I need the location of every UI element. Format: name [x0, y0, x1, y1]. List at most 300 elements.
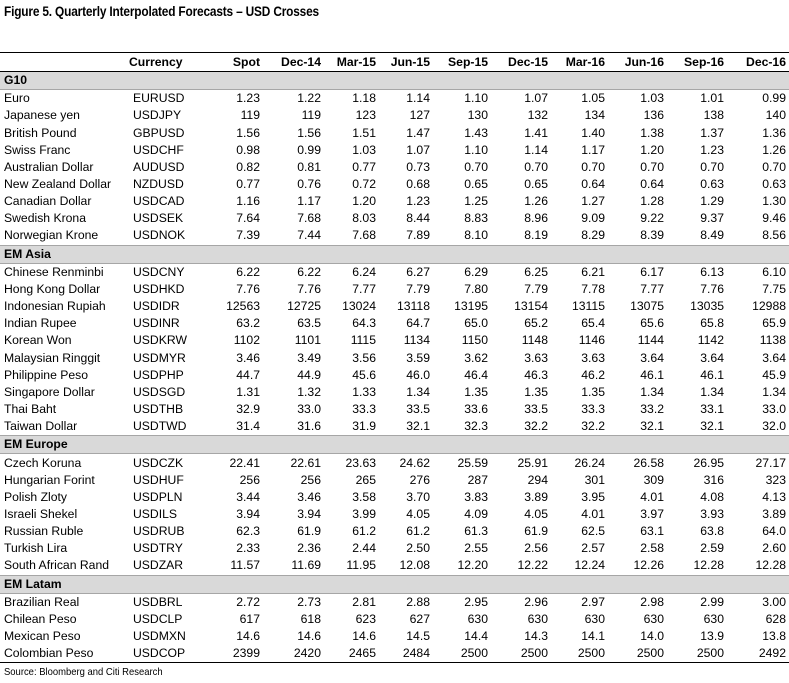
forecast-value: 0.65 — [524, 177, 548, 192]
currency-name: Japanese yen — [4, 108, 80, 123]
forecast-value: 63.1 — [640, 524, 664, 539]
header-period: Mar-15 — [324, 53, 379, 72]
forecast-value: 11.95 — [346, 558, 376, 573]
forecast-value: 33.5 — [524, 402, 548, 417]
table-row — [0, 281, 789, 298]
forecast-value: 119 — [240, 108, 260, 123]
table-row — [0, 176, 789, 193]
forecast-value: 136 — [643, 108, 664, 123]
forecast-value: 1.28 — [640, 194, 664, 209]
group-row — [0, 436, 789, 454]
forecast-value: 4.01 — [581, 506, 605, 521]
forecast-value: 33.3 — [352, 402, 376, 417]
forecast-value: 13.8 — [762, 629, 786, 644]
forecast-value: 63.2 — [236, 316, 260, 331]
forecast-value: 12725 — [287, 299, 321, 314]
currency-code: USDHUF — [133, 472, 184, 487]
forecast-value: 2.95 — [464, 594, 488, 609]
forecast-value: 2.55 — [464, 541, 488, 556]
forecast-value: 7.89 — [406, 228, 430, 243]
forecast-value: 309 — [643, 472, 664, 487]
forecast-value: 1142 — [697, 333, 724, 348]
currency-code: USDTWD — [133, 419, 187, 434]
table-row — [0, 263, 789, 281]
forecast-value: 0.76 — [297, 177, 321, 192]
forecast-value: 1.26 — [524, 194, 548, 209]
forecast-value: 45.6 — [352, 367, 376, 382]
forecast-value: 1.07 — [524, 91, 548, 106]
forecast-value: 2500 — [636, 646, 664, 661]
currency-name: Swedish Krona — [4, 211, 86, 226]
forecast-value: 132 — [527, 108, 548, 123]
forecast-value: 14.6 — [297, 629, 321, 644]
forecast-value: 7.68 — [297, 211, 321, 226]
forecast-value: 1.51 — [352, 125, 376, 140]
forecast-value: 13154 — [514, 299, 548, 314]
forecast-value: 6.29 — [464, 264, 488, 279]
forecast-value: 23.63 — [345, 455, 376, 470]
forecast-value: 14.6 — [352, 629, 376, 644]
forecast-value: 1.36 — [762, 125, 786, 140]
forecast-value: 2.33 — [236, 541, 260, 556]
table-row — [0, 159, 789, 176]
forecast-value: 7.64 — [236, 211, 260, 226]
forecast-value: 1146 — [578, 333, 605, 348]
forecast-value: 62.5 — [581, 524, 605, 539]
currency-code: AUDUSD — [133, 159, 185, 174]
forecast-value: 1.56 — [297, 125, 321, 140]
forecast-value: 4.05 — [406, 506, 430, 521]
forecast-value: 7.78 — [581, 281, 605, 296]
forecast-value: 1.16 — [236, 194, 260, 209]
forecast-value: 134 — [584, 108, 605, 123]
forecast-value: 65.2 — [524, 316, 548, 331]
forecast-value: 2500 — [577, 646, 605, 661]
forecast-value: 32.1 — [700, 419, 724, 434]
forecast-value: 7.44 — [297, 228, 321, 243]
forecast-value: 6.10 — [762, 264, 786, 279]
forecast-value: 3.99 — [352, 506, 376, 521]
forecast-value: 8.83 — [464, 211, 488, 226]
forecast-value: 12.08 — [399, 558, 430, 573]
forecast-value: 8.03 — [352, 211, 376, 226]
forecast-value: 14.3 — [524, 629, 548, 644]
forecast-value: 1134 — [403, 333, 430, 348]
forecast-value: 62.3 — [236, 524, 260, 539]
forecast-value: 0.64 — [581, 177, 605, 192]
forecast-value: 323 — [765, 472, 786, 487]
table-row — [0, 540, 789, 557]
forecast-value: 8.39 — [640, 228, 664, 243]
group-label: EM Asia — [0, 245, 789, 263]
forecast-value: 0.70 — [762, 159, 786, 174]
forecast-value: 65.6 — [640, 316, 664, 331]
forecast-value: 13024 — [342, 299, 376, 314]
currency-name: Colombian Peso — [4, 646, 94, 661]
forecast-value: 7.77 — [640, 281, 664, 296]
forecast-value: 7.75 — [762, 281, 786, 296]
forecast-value: 8.44 — [406, 211, 430, 226]
forecast-value: 8.10 — [464, 228, 488, 243]
header-period: Dec-15 — [491, 53, 551, 72]
forecast-value: 8.49 — [700, 228, 724, 243]
forecast-value: 2.81 — [352, 594, 376, 609]
forecast-value: 31.4 — [236, 419, 260, 434]
forecast-value: 33.0 — [762, 402, 786, 417]
forecast-value: 26.58 — [633, 455, 664, 470]
forecast-value: 9.22 — [640, 211, 664, 226]
forecast-value: 1.41 — [524, 125, 548, 140]
forecast-value: 9.46 — [762, 211, 786, 226]
forecast-value: 256 — [239, 472, 260, 487]
forecast-value: 3.89 — [762, 506, 786, 521]
forecast-value: 1.34 — [762, 384, 786, 399]
forecast-value: 1.22 — [297, 91, 321, 106]
forecast-value: 3.44 — [236, 489, 260, 504]
forecast-value: 1.32 — [297, 384, 321, 399]
forecast-value: 32.2 — [581, 419, 605, 434]
forecast-value: 265 — [355, 472, 376, 487]
forecast-value: 1.20 — [352, 194, 376, 209]
table-row — [0, 350, 789, 367]
currency-code: USDCOP — [133, 646, 186, 661]
forecast-value: 33.6 — [464, 402, 488, 417]
table-row — [0, 367, 789, 384]
forecast-value: 0.64 — [640, 177, 664, 192]
forecast-value: 256 — [300, 472, 321, 487]
forecast-value: 13075 — [630, 299, 664, 314]
table-row — [0, 193, 789, 210]
table-row — [0, 472, 789, 489]
forecast-value: 2500 — [460, 646, 488, 661]
forecast-value: 32.3 — [464, 419, 488, 434]
forecast-value: 7.80 — [464, 281, 488, 296]
table-row — [0, 142, 789, 159]
group-label: G10 — [0, 72, 789, 90]
forecast-value: 65.9 — [762, 316, 786, 331]
forecast-value: 33.0 — [297, 402, 321, 417]
forecast-value: 2.99 — [700, 594, 724, 609]
forecast-value: 1.26 — [762, 142, 786, 157]
forecast-value: 1.37 — [700, 125, 724, 140]
header-period: Spot — [205, 53, 263, 72]
header-period: Dec-16 — [727, 53, 789, 72]
forecast-value: 1.34 — [640, 384, 664, 399]
forecast-value: 1.20 — [640, 142, 664, 157]
forecast-value: 0.63 — [700, 177, 724, 192]
table-row — [0, 418, 789, 436]
forecast-value: 12.20 — [457, 558, 488, 573]
forecast-value: 1.03 — [352, 142, 376, 157]
forecast-value: 61.2 — [406, 524, 430, 539]
forecast-value: 11.69 — [291, 558, 321, 573]
forecast-value: 1.30 — [762, 194, 786, 209]
forecast-value: 0.68 — [406, 177, 430, 192]
forecast-table — [0, 53, 789, 662]
currency-code: USDPLN — [133, 489, 183, 504]
group-row — [0, 245, 789, 263]
forecast-value: 127 — [409, 108, 430, 123]
forecast-value: 0.99 — [762, 91, 786, 106]
forecast-value: 1115 — [350, 333, 376, 348]
forecast-value: 46.0 — [406, 367, 430, 382]
forecast-value: 0.81 — [297, 159, 321, 174]
currency-name: Hungarian Forint — [4, 472, 95, 487]
forecast-value: 2399 — [232, 646, 260, 661]
forecast-table-container — [0, 52, 789, 663]
currency-code: USDSGD — [133, 384, 186, 399]
forecast-value: 25.59 — [457, 455, 488, 470]
forecast-value: 2.60 — [762, 541, 786, 556]
forecast-value: 0.63 — [762, 177, 786, 192]
forecast-value: 1.34 — [700, 384, 724, 399]
forecast-value: 1.43 — [464, 125, 488, 140]
forecast-value: 2420 — [293, 646, 321, 661]
currency-code: USDTRY — [133, 541, 183, 556]
currency-code: USDIDR — [133, 299, 180, 314]
forecast-value: 7.76 — [236, 281, 260, 296]
table-row — [0, 90, 789, 108]
forecast-value: 7.77 — [352, 281, 376, 296]
forecast-value: 6.27 — [406, 264, 430, 279]
forecast-value: 276 — [409, 472, 430, 487]
forecast-value: 7.39 — [236, 228, 260, 243]
header-period: Sep-16 — [667, 53, 727, 72]
forecast-value: 65.0 — [464, 316, 488, 331]
forecast-value: 316 — [703, 472, 724, 487]
forecast-value: 1.47 — [406, 125, 430, 140]
table-row — [0, 315, 789, 332]
forecast-value: 31.9 — [352, 419, 376, 434]
forecast-value: 140 — [765, 108, 786, 123]
forecast-value: 1.40 — [581, 125, 605, 140]
currency-code: USDINR — [133, 316, 180, 331]
forecast-value: 2.57 — [581, 541, 605, 556]
forecast-value: 4.09 — [464, 506, 488, 521]
forecast-value: 6.17 — [640, 264, 664, 279]
forecast-value: 301 — [584, 472, 605, 487]
header-period: Jun-15 — [379, 53, 433, 72]
currency-code: USDNOK — [133, 228, 186, 243]
forecast-value: 26.24 — [574, 455, 605, 470]
forecast-value: 6.22 — [297, 264, 321, 279]
forecast-value: 7.79 — [524, 281, 548, 296]
currency-name: Euro — [4, 91, 30, 106]
forecast-value: 1.56 — [236, 125, 260, 140]
forecast-value: 0.70 — [640, 159, 664, 174]
forecast-value: 628 — [765, 611, 786, 626]
forecast-value: 1.03 — [640, 91, 664, 106]
forecast-value: 22.61 — [290, 455, 321, 470]
forecast-value: 61.3 — [464, 524, 488, 539]
forecast-value: 64.0 — [762, 524, 786, 539]
forecast-value: 4.13 — [762, 489, 786, 504]
forecast-value: 2465 — [348, 646, 376, 661]
currency-code: USDCHF — [133, 142, 184, 157]
forecast-value: 623 — [355, 611, 376, 626]
forecast-value: 3.46 — [297, 489, 321, 504]
forecast-value: 2500 — [696, 646, 724, 661]
forecast-value: 13115 — [572, 299, 605, 314]
forecast-value: 1.17 — [581, 142, 605, 157]
currency-name: Korean Won — [4, 333, 72, 348]
forecast-value: 2.72 — [236, 594, 260, 609]
forecast-value: 7.68 — [352, 228, 376, 243]
forecast-value: 12988 — [752, 299, 786, 314]
forecast-value: 6.21 — [581, 264, 605, 279]
forecast-value: 4.05 — [524, 506, 548, 521]
forecast-value: 45.9 — [762, 367, 786, 382]
table-row — [0, 124, 789, 141]
forecast-value: 25.91 — [517, 455, 548, 470]
forecast-value: 1.14 — [524, 142, 548, 157]
forecast-value: 7.76 — [297, 281, 321, 296]
forecast-value: 630 — [584, 611, 605, 626]
forecast-value: 618 — [300, 611, 321, 626]
currency-name: Chilean Peso — [4, 611, 77, 626]
forecast-value: 2492 — [758, 646, 786, 661]
forecast-value: 12.28 — [693, 558, 724, 573]
forecast-value: 3.97 — [640, 506, 664, 521]
currency-code: GBPUSD — [133, 125, 185, 140]
currency-name: Brazilian Real — [4, 594, 80, 609]
group-label: EM Latam — [0, 575, 789, 593]
forecast-value: 630 — [527, 611, 548, 626]
forecast-value: 3.56 — [352, 350, 376, 365]
forecast-value: 3.49 — [297, 350, 321, 365]
forecast-value: 0.82 — [236, 159, 260, 174]
forecast-value: 32.1 — [406, 419, 430, 434]
header-period: Dec-14 — [263, 53, 324, 72]
forecast-value: 33.5 — [406, 402, 430, 417]
forecast-value: 1.17 — [297, 194, 321, 209]
forecast-value: 6.25 — [524, 264, 548, 279]
forecast-value: 1.23 — [236, 91, 260, 106]
currency-name: Malaysian Ringgit — [4, 350, 101, 365]
forecast-value: 3.00 — [762, 594, 786, 609]
forecast-value: 2.44 — [352, 541, 376, 556]
forecast-value: 0.70 — [524, 159, 548, 174]
forecast-value: 2.36 — [297, 541, 321, 556]
table-row — [0, 557, 789, 575]
currency-code: USDCAD — [133, 194, 185, 209]
forecast-value: 3.63 — [524, 350, 548, 365]
table-body — [0, 72, 789, 663]
forecast-value: 0.77 — [236, 177, 260, 192]
forecast-value: 33.2 — [640, 402, 664, 417]
table-row — [0, 489, 789, 506]
currency-code: USDCLP — [133, 611, 183, 626]
table-row — [0, 227, 789, 245]
forecast-value: 6.22 — [236, 264, 260, 279]
currency-code: USDBRL — [133, 594, 183, 609]
forecast-value: 1.35 — [464, 384, 488, 399]
forecast-value: 46.4 — [464, 367, 488, 382]
currency-code: USDCZK — [133, 455, 184, 470]
forecast-value: 287 — [467, 472, 488, 487]
table-row — [0, 506, 789, 523]
forecast-value: 2.88 — [406, 594, 430, 609]
forecast-value: 22.41 — [229, 455, 260, 470]
forecast-value: 14.6 — [236, 629, 260, 644]
forecast-value: 6.13 — [700, 264, 724, 279]
forecast-value: 46.2 — [581, 367, 605, 382]
header-row — [0, 53, 789, 72]
forecast-value: 1.29 — [700, 194, 724, 209]
forecast-value: 0.65 — [464, 177, 488, 192]
forecast-value: 1.35 — [581, 384, 605, 399]
forecast-value: 32.1 — [640, 419, 664, 434]
forecast-value: 7.76 — [700, 281, 724, 296]
forecast-value: 3.64 — [700, 350, 724, 365]
forecast-value: 12.26 — [633, 558, 664, 573]
figure-title: Figure 5. Quarterly Interpolated Forecasts – USD Crosses — [4, 4, 319, 19]
forecast-value: 65.4 — [581, 316, 605, 331]
currency-code: USDMYR — [133, 350, 186, 365]
forecast-value: 26.95 — [693, 455, 724, 470]
forecast-value: 8.96 — [524, 211, 548, 226]
forecast-value: 2.97 — [581, 594, 605, 609]
forecast-value: 0.77 — [352, 159, 376, 174]
table-row — [0, 645, 789, 662]
forecast-value: 65.8 — [700, 316, 724, 331]
forecast-value: 3.94 — [297, 506, 321, 521]
forecast-value: 617 — [239, 611, 260, 626]
currency-name: Mexican Peso — [4, 629, 81, 644]
currency-code: NZDUSD — [133, 177, 184, 192]
forecast-value: 0.73 — [406, 159, 430, 174]
forecast-value: 130 — [467, 108, 488, 123]
header-period: Mar-16 — [551, 53, 608, 72]
forecast-value: 44.7 — [236, 367, 260, 382]
forecast-value: 2.73 — [297, 594, 321, 609]
forecast-value: 61.9 — [297, 524, 321, 539]
currency-name: Swiss Franc — [4, 142, 71, 157]
forecast-value: 63.5 — [297, 316, 321, 331]
forecast-value: 64.7 — [406, 316, 430, 331]
forecast-value: 1.27 — [581, 194, 605, 209]
forecast-value: 27.17 — [755, 455, 786, 470]
table-row — [0, 401, 789, 418]
currency-name: New Zealand Dollar — [4, 177, 112, 192]
forecast-value: 1138 — [759, 333, 786, 348]
forecast-value: 3.62 — [464, 350, 488, 365]
forecast-value: 630 — [467, 611, 488, 626]
currency-code: USDCNY — [133, 264, 185, 279]
forecast-value: 24.62 — [399, 455, 430, 470]
forecast-value: 3.64 — [762, 350, 786, 365]
forecast-value: 630 — [643, 611, 664, 626]
forecast-value: 119 — [301, 108, 321, 123]
forecast-value: 3.95 — [581, 489, 605, 504]
forecast-value: 3.94 — [236, 506, 260, 521]
forecast-value: 3.89 — [524, 489, 548, 504]
forecast-value: 32.9 — [236, 402, 260, 417]
currency-name: Thai Baht — [4, 402, 57, 417]
forecast-value: 1.25 — [464, 194, 488, 209]
forecast-value: 1.18 — [352, 91, 376, 106]
forecast-value: 46.1 — [640, 367, 664, 382]
group-label: EM Europe — [0, 436, 789, 454]
forecast-value: 61.2 — [352, 524, 376, 539]
forecast-value: 7.79 — [406, 281, 430, 296]
forecast-value: 2.96 — [524, 594, 548, 609]
forecast-value: 31.6 — [297, 419, 321, 434]
currency-code: USDILS — [133, 506, 178, 521]
forecast-value: 0.98 — [236, 142, 260, 157]
forecast-value: 2.98 — [640, 594, 664, 609]
currency-name: Norwegian Krone — [4, 228, 99, 243]
